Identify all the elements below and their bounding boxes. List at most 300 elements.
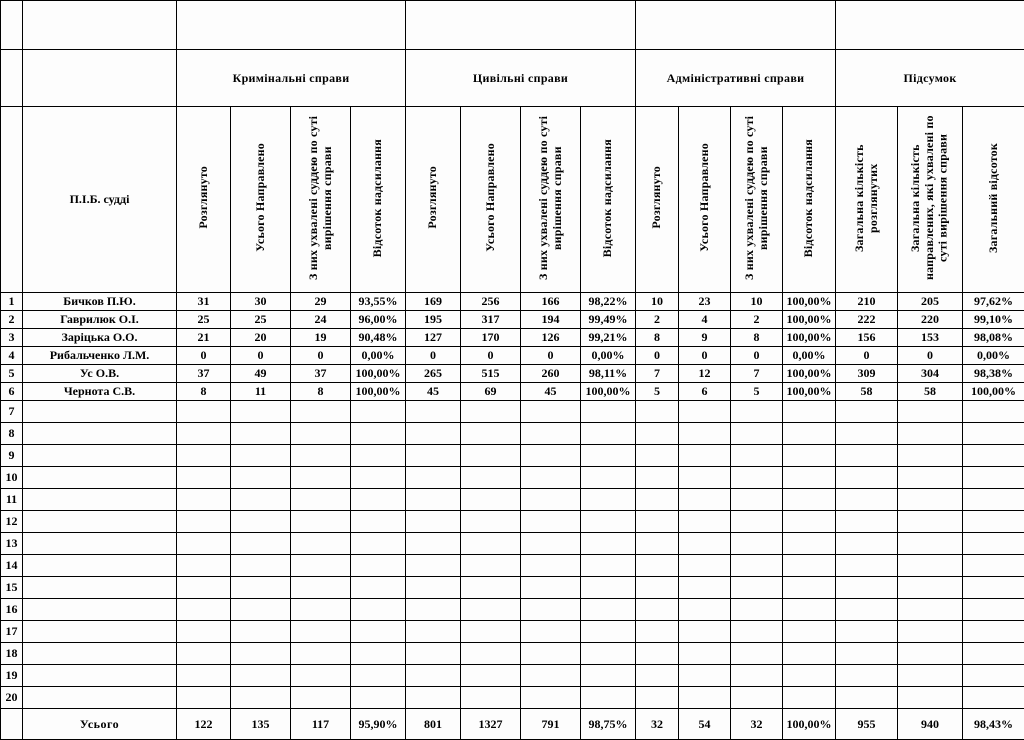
- table-row[interactable]: [1, 687, 1024, 709]
- crim-sent: [231, 599, 291, 621]
- col-header-text: Загальний відсоток: [987, 143, 1001, 253]
- crim-percent: 93,55%: [351, 293, 406, 311]
- table-row[interactable]: [1, 511, 1024, 533]
- row-number: 19: [1, 665, 23, 687]
- crim-reviewed: [177, 599, 231, 621]
- civ-sent: 170: [461, 329, 521, 347]
- civ-sent: [461, 621, 521, 643]
- table-row[interactable]: [1, 383, 1024, 401]
- summary-percent: [963, 489, 1024, 511]
- adm-percent: 0,00%: [783, 347, 836, 365]
- summary-percent: [963, 423, 1024, 445]
- crim-percent: [351, 489, 406, 511]
- adm-reviewed: 10: [636, 293, 679, 311]
- col-header-total-reviewed: [836, 107, 898, 293]
- adm-percent: [783, 621, 836, 643]
- crim-percent: 100,00%: [351, 365, 406, 383]
- adm-percent: [783, 401, 836, 423]
- civ-merits: 260: [521, 365, 581, 383]
- summary-merits: [898, 533, 963, 555]
- crim-reviewed: [177, 643, 231, 665]
- column-header-row: [1, 107, 1024, 293]
- totals-crim-percent: 95,90%: [351, 709, 406, 740]
- row-number: 3: [1, 329, 23, 347]
- adm-merits: [731, 445, 783, 467]
- judge-name: Чернота С.В.: [23, 383, 177, 401]
- col-header-crim-merits: [291, 107, 351, 293]
- civ-reviewed: [406, 555, 461, 577]
- crim-merits: 8: [291, 383, 351, 401]
- crim-sent: 0: [231, 347, 291, 365]
- col-header-text: Відсоток надсилання: [601, 139, 615, 257]
- civ-percent: [581, 599, 636, 621]
- col-header-civ-reviewed: [406, 107, 461, 293]
- row-number: 2: [1, 311, 23, 329]
- adm-percent: [783, 665, 836, 687]
- summary-reviewed: 58: [836, 383, 898, 401]
- row-number: 11: [1, 489, 23, 511]
- crim-reviewed: 25: [177, 311, 231, 329]
- crim-merits: [291, 489, 351, 511]
- judge-name: [23, 445, 177, 467]
- crim-sent: [231, 401, 291, 423]
- judge-name: [23, 687, 177, 709]
- summary-percent: 100,00%: [963, 383, 1024, 401]
- col-header-adm-merits: [731, 107, 783, 293]
- summary-percent: [963, 533, 1024, 555]
- table-row[interactable]: [1, 293, 1024, 311]
- crim-reviewed: [177, 423, 231, 445]
- crim-merits: [291, 643, 351, 665]
- adm-sent: [679, 533, 731, 555]
- crim-merits: 0: [291, 347, 351, 365]
- judge-name: [23, 401, 177, 423]
- summary-reviewed: 156: [836, 329, 898, 347]
- adm-reviewed: [636, 401, 679, 423]
- civ-merits: [521, 643, 581, 665]
- summary-percent: [963, 577, 1024, 599]
- crim-sent: [231, 423, 291, 445]
- summary-percent: [963, 555, 1024, 577]
- totals-civ-reviewed: 801: [406, 709, 461, 740]
- totals-crim-sent: 135: [231, 709, 291, 740]
- judge-name: [23, 599, 177, 621]
- row-number: 12: [1, 511, 23, 533]
- summary-reviewed: [836, 445, 898, 467]
- col-header-text: З них ухвалені суддею по суті вирішення справи: [743, 113, 771, 283]
- adm-merits: [731, 555, 783, 577]
- civ-reviewed: 45: [406, 383, 461, 401]
- summary-merits: [898, 643, 963, 665]
- summary-reviewed: 309: [836, 365, 898, 383]
- adm-sent: [679, 511, 731, 533]
- totals-summary-merits: 940: [898, 709, 963, 740]
- adm-sent: 23: [679, 293, 731, 311]
- judge-name: [23, 511, 177, 533]
- adm-percent: [783, 511, 836, 533]
- adm-sent: [679, 577, 731, 599]
- row-number: 6: [1, 383, 23, 401]
- table-row[interactable]: [1, 555, 1024, 577]
- crim-reviewed: [177, 511, 231, 533]
- crim-reviewed: [177, 665, 231, 687]
- civ-sent: 69: [461, 383, 521, 401]
- summary-reviewed: [836, 555, 898, 577]
- civ-percent: [581, 555, 636, 577]
- adm-merits: 7: [731, 365, 783, 383]
- civ-reviewed: 127: [406, 329, 461, 347]
- crim-percent: [351, 621, 406, 643]
- civ-percent: [581, 423, 636, 445]
- civ-merits: [521, 621, 581, 643]
- row-number: 16: [1, 599, 23, 621]
- civ-merits: [521, 467, 581, 489]
- adm-merits: [731, 467, 783, 489]
- summary-merits: [898, 489, 963, 511]
- row-number: 4: [1, 347, 23, 365]
- crim-sent: [231, 467, 291, 489]
- judge-name: Гаврилюк О.І.: [23, 311, 177, 329]
- civ-merits: [521, 401, 581, 423]
- adm-reviewed: [636, 643, 679, 665]
- crim-sent: [231, 643, 291, 665]
- adm-percent: 100,00%: [783, 365, 836, 383]
- adm-percent: [783, 643, 836, 665]
- summary-reviewed: [836, 643, 898, 665]
- col-header-total-merits: [898, 107, 963, 293]
- adm-sent: [679, 643, 731, 665]
- civ-percent: 0,00%: [581, 347, 636, 365]
- table-row[interactable]: [1, 643, 1024, 665]
- civ-percent: [581, 489, 636, 511]
- crim-percent: 96,00%: [351, 311, 406, 329]
- totals-adm-merits: 32: [731, 709, 783, 740]
- row-number: 20: [1, 687, 23, 709]
- civ-percent: [581, 687, 636, 709]
- summary-percent: 0,00%: [963, 347, 1024, 365]
- summary-percent: [963, 643, 1024, 665]
- summary-merits: [898, 577, 963, 599]
- judge-column-header: П.І.Б. судді: [23, 107, 177, 293]
- crim-sent: [231, 687, 291, 709]
- blank-total-top: [836, 1, 1024, 50]
- table-row[interactable]: [1, 329, 1024, 347]
- civ-sent: [461, 423, 521, 445]
- civ-reviewed: 195: [406, 311, 461, 329]
- adm-percent: [783, 577, 836, 599]
- summary-percent: [963, 401, 1024, 423]
- crim-merits: [291, 467, 351, 489]
- summary-merits: 205: [898, 293, 963, 311]
- civ-merits: [521, 489, 581, 511]
- table-row[interactable]: [1, 665, 1024, 687]
- adm-merits: [731, 599, 783, 621]
- totals-crim-reviewed: 122: [177, 709, 231, 740]
- adm-reviewed: 7: [636, 365, 679, 383]
- crim-percent: [351, 599, 406, 621]
- summary-percent: [963, 665, 1024, 687]
- table-row[interactable]: [1, 621, 1024, 643]
- adm-reviewed: 5: [636, 383, 679, 401]
- table-row[interactable]: [1, 467, 1024, 489]
- adm-percent: [783, 555, 836, 577]
- crim-reviewed: [177, 533, 231, 555]
- crim-sent: [231, 489, 291, 511]
- row-number: 9: [1, 445, 23, 467]
- blank-adm-top: [636, 1, 836, 50]
- summary-merits: [898, 467, 963, 489]
- adm-reviewed: 0: [636, 347, 679, 365]
- summary-reviewed: [836, 621, 898, 643]
- blank-cell: [23, 50, 177, 107]
- judge-name: [23, 533, 177, 555]
- summary-merits: [898, 555, 963, 577]
- crim-merits: 29: [291, 293, 351, 311]
- summary-percent: [963, 599, 1024, 621]
- civ-reviewed: [406, 423, 461, 445]
- summary-merits: 220: [898, 311, 963, 329]
- summary-percent: [963, 687, 1024, 709]
- totals-adm-reviewed: 32: [636, 709, 679, 740]
- civ-merits: [521, 511, 581, 533]
- blank-cell: [1, 50, 23, 107]
- summary-merits: [898, 599, 963, 621]
- adm-reviewed: [636, 687, 679, 709]
- crim-percent: [351, 643, 406, 665]
- col-header-civ-merits: [521, 107, 581, 293]
- table-row[interactable]: [1, 401, 1024, 423]
- civ-reviewed: [406, 577, 461, 599]
- summary-merits: 0: [898, 347, 963, 365]
- table-row[interactable]: [1, 489, 1024, 511]
- summary-merits: [898, 511, 963, 533]
- table-row[interactable]: [1, 445, 1024, 467]
- adm-reviewed: [636, 511, 679, 533]
- adm-sent: [679, 599, 731, 621]
- judge-name: [23, 665, 177, 687]
- adm-merits: 2: [731, 311, 783, 329]
- crim-percent: [351, 511, 406, 533]
- adm-sent: 6: [679, 383, 731, 401]
- adm-percent: [783, 489, 836, 511]
- civ-sent: [461, 467, 521, 489]
- judge-name: [23, 577, 177, 599]
- crim-sent: [231, 577, 291, 599]
- crim-merits: 24: [291, 311, 351, 329]
- civ-sent: 317: [461, 311, 521, 329]
- civ-percent: 99,49%: [581, 311, 636, 329]
- row-number: 7: [1, 401, 23, 423]
- summary-merits: [898, 665, 963, 687]
- crim-percent: [351, 687, 406, 709]
- adm-sent: [679, 445, 731, 467]
- civ-percent: [581, 621, 636, 643]
- civ-reviewed: [406, 467, 461, 489]
- adm-sent: 0: [679, 347, 731, 365]
- civ-merits: 166: [521, 293, 581, 311]
- judge-name: [23, 555, 177, 577]
- blank-cell: [23, 1, 177, 50]
- civ-percent: 98,11%: [581, 365, 636, 383]
- group-header-summary: Підсумок: [836, 50, 1024, 107]
- totals-crim-merits: 117: [291, 709, 351, 740]
- adm-sent: [679, 555, 731, 577]
- col-header-text: Усього Направлено: [484, 143, 498, 252]
- crim-percent: [351, 401, 406, 423]
- group-header-criminal: Кримінальні справи: [177, 50, 406, 107]
- civ-reviewed: 0: [406, 347, 461, 365]
- crim-reviewed: 0: [177, 347, 231, 365]
- judge-name: Рибальченко Л.М.: [23, 347, 177, 365]
- top-blank-row: [1, 1, 1024, 50]
- table-row[interactable]: [1, 599, 1024, 621]
- adm-reviewed: 8: [636, 329, 679, 347]
- civ-merits: 0: [521, 347, 581, 365]
- table-row[interactable]: [1, 577, 1024, 599]
- col-header-crim-reviewed: [177, 107, 231, 293]
- table-row[interactable]: [1, 423, 1024, 445]
- summary-reviewed: [836, 599, 898, 621]
- crim-reviewed: [177, 687, 231, 709]
- col-header-adm-reviewed: [636, 107, 679, 293]
- civ-reviewed: [406, 533, 461, 555]
- adm-reviewed: [636, 467, 679, 489]
- row-number: 1: [1, 293, 23, 311]
- crim-reviewed: 37: [177, 365, 231, 383]
- adm-reviewed: 2: [636, 311, 679, 329]
- judge-name: [23, 489, 177, 511]
- summary-reviewed: 210: [836, 293, 898, 311]
- crim-sent: [231, 445, 291, 467]
- civ-sent: [461, 577, 521, 599]
- civ-reviewed: 265: [406, 365, 461, 383]
- crim-sent: 49: [231, 365, 291, 383]
- adm-reviewed: [636, 555, 679, 577]
- col-header-civ-percent: [581, 107, 636, 293]
- group-header-administrative: Адміністративні справи: [636, 50, 836, 107]
- table-row[interactable]: [1, 347, 1024, 365]
- adm-percent: 100,00%: [783, 293, 836, 311]
- group-header-civil: Цивільні справи: [406, 50, 636, 107]
- civ-merits: [521, 577, 581, 599]
- blank-cell: [1, 107, 23, 293]
- civ-merits: [521, 423, 581, 445]
- col-header-total-percent: [963, 107, 1024, 293]
- civ-sent: 515: [461, 365, 521, 383]
- judge-name: Ус О.В.: [23, 365, 177, 383]
- adm-percent: [783, 687, 836, 709]
- summary-reviewed: [836, 687, 898, 709]
- crim-sent: [231, 665, 291, 687]
- summary-percent: [963, 621, 1024, 643]
- adm-merits: [731, 423, 783, 445]
- col-header-text: Відсоток надсилання: [371, 139, 385, 257]
- col-header-text: З них ухвалені суддею по суті вирішення справи: [537, 113, 565, 283]
- crim-reviewed: 21: [177, 329, 231, 347]
- civ-percent: [581, 467, 636, 489]
- civ-reviewed: [406, 401, 461, 423]
- adm-sent: [679, 401, 731, 423]
- crim-reviewed: 31: [177, 293, 231, 311]
- civ-sent: [461, 555, 521, 577]
- summary-reviewed: 222: [836, 311, 898, 329]
- summary-merits: 153: [898, 329, 963, 347]
- civ-sent: [461, 511, 521, 533]
- adm-merits: 10: [731, 293, 783, 311]
- civ-sent: 256: [461, 293, 521, 311]
- civ-percent: [581, 511, 636, 533]
- civ-percent: [581, 445, 636, 467]
- totals-label: Усього: [23, 709, 177, 740]
- crim-merits: [291, 599, 351, 621]
- adm-merits: [731, 665, 783, 687]
- row-number: 5: [1, 365, 23, 383]
- row-number: 17: [1, 621, 23, 643]
- col-header-crim-sent: [231, 107, 291, 293]
- judge-name: [23, 467, 177, 489]
- adm-reviewed: [636, 489, 679, 511]
- summary-merits: 304: [898, 365, 963, 383]
- civ-sent: [461, 489, 521, 511]
- crim-percent: [351, 665, 406, 687]
- crim-percent: [351, 423, 406, 445]
- civ-reviewed: [406, 643, 461, 665]
- summary-reviewed: [836, 511, 898, 533]
- civ-merits: [521, 555, 581, 577]
- civ-merits: [521, 445, 581, 467]
- adm-merits: 5: [731, 383, 783, 401]
- judge-name: [23, 643, 177, 665]
- crim-percent: 100,00%: [351, 383, 406, 401]
- civ-reviewed: [406, 511, 461, 533]
- col-header-civ-sent: [461, 107, 521, 293]
- crim-reviewed: [177, 577, 231, 599]
- judge-name: [23, 423, 177, 445]
- crim-percent: [351, 445, 406, 467]
- crim-sent: 20: [231, 329, 291, 347]
- summary-reviewed: [836, 489, 898, 511]
- crim-merits: 37: [291, 365, 351, 383]
- totals-row: [1, 709, 1024, 740]
- table-row[interactable]: [1, 365, 1024, 383]
- crim-merits: [291, 577, 351, 599]
- civ-merits: [521, 665, 581, 687]
- crim-percent: [351, 467, 406, 489]
- group-header-row: [1, 50, 1024, 107]
- civ-sent: [461, 533, 521, 555]
- table-row[interactable]: [1, 533, 1024, 555]
- adm-reviewed: [636, 621, 679, 643]
- summary-reviewed: [836, 533, 898, 555]
- col-header-text: Розглянуто: [650, 166, 664, 229]
- civ-sent: [461, 445, 521, 467]
- adm-merits: [731, 401, 783, 423]
- crim-sent: [231, 511, 291, 533]
- civ-sent: [461, 599, 521, 621]
- civ-sent: [461, 665, 521, 687]
- crim-reviewed: [177, 445, 231, 467]
- col-header-text: Відсоток надсилання: [802, 139, 816, 257]
- summary-merits: [898, 401, 963, 423]
- adm-percent: [783, 599, 836, 621]
- adm-sent: [679, 489, 731, 511]
- table-row[interactable]: [1, 311, 1024, 329]
- civ-reviewed: [406, 665, 461, 687]
- adm-merits: [731, 621, 783, 643]
- civ-sent: 0: [461, 347, 521, 365]
- summary-merits: 58: [898, 383, 963, 401]
- crim-merits: [291, 665, 351, 687]
